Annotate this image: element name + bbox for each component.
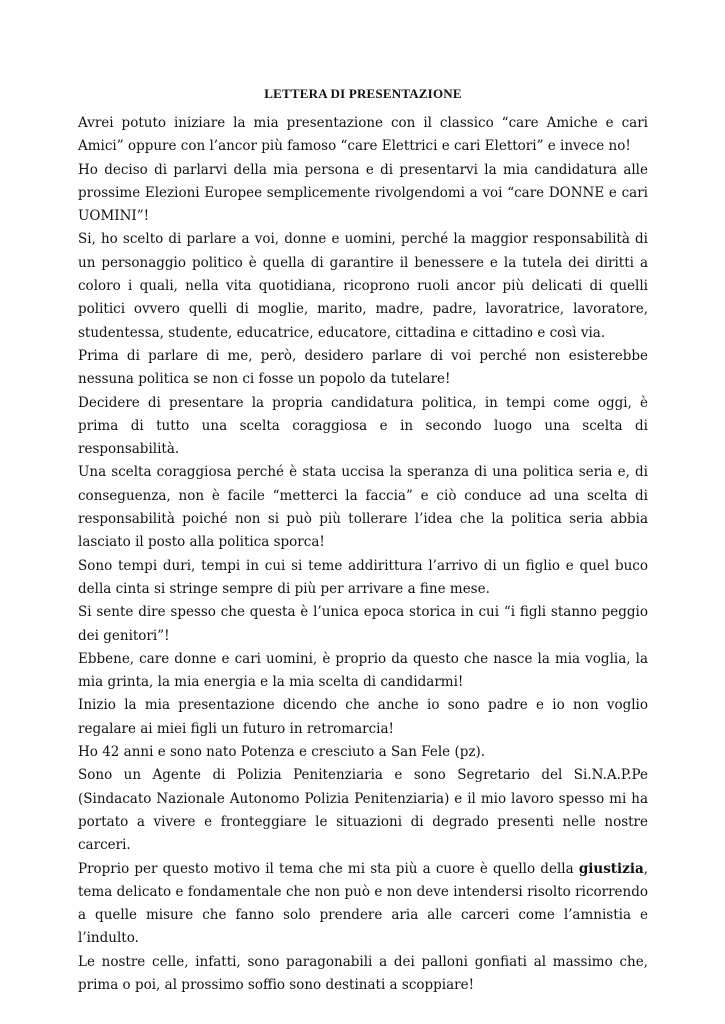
paragraph-motivation: Ebbene, care donne e cari uomini, è proprio da questo che nasce la mia voglia, la mia grinta, la mia energia e la mia scelta di candidarmi!: [78, 650, 648, 691]
paragraph-candidacy: Ho deciso di parlarvi della mia persona e di presentarvi la mia candidatura alle prossime Elezioni Europee semplicemente rivolgendomi a voi “care DONNE e cari UOMINI”!: [78, 161, 648, 225]
paragraph-father: Inizio la mia presentazione dicendo che anche io sono padre e io non voglio regalare ai miei figli un futuro in retromarcia!: [78, 697, 648, 737]
paragraph-hard-times: Sono tempi duri, tempi in cui si teme addirittura l’arrivo di un figlio e quel buco della cinta si stringe sempre di più per arrivare a fine mese.: [78, 557, 648, 597]
justice-keyword: giustizia: [578, 860, 644, 877]
paragraph-justice: [78, 858, 648, 951]
justice-text-before: Proprio per questo motivo il tema che mi sta più a cuore è quello della: [78, 860, 579, 877]
paragraph-people: Prima di parlare di me, però, desidero parlare di voi perché non esisterebbe nessuna politica se non ci fosse un popolo da tutelare!: [78, 347, 648, 388]
paragraph-closing: Le nostre celle, infatti, sono paragonabili a dei palloni gonfiati al massimo che, prima o poi, al prossimo soffio sono destinati a scoppiare!: [78, 953, 648, 993]
letter-page: [78, 84, 648, 997]
paragraph-children-worse: Si sente dire spesso che questa è l’unica epoca storica in cui “i figli stanno peggio dei genitori”!: [78, 604, 648, 644]
paragraph-opening: Avrei potuto iniziare la mia presentazione con il classico “care Amiche e cari Amici” oppure con l’ancor più famoso “care Elettrici e cari Elettori” e invece no!: [78, 115, 648, 155]
letter-title: LETTERA DI PRESENTAZIONE: [264, 86, 462, 101]
paragraph-age-origin: Ho 42 anni e sono nato Potenza e cresciuto a San Fele (pz).: [78, 744, 486, 761]
justice-text-after: , tema delicato e fondamentale che non può e non deve intendersi risolto ricorrendo a quelle misure che fanno solo prendere aria alle carceri come l’amnistia e l’indulto.: [78, 860, 648, 947]
paragraph-responsibility: Una scelta coraggiosa perché è stata uccisa la speranza di una politica seria e, di conseguenza, non è facile “metterci la faccia” e ciò conduce ad una scelta di responsabilità poiché non si può più tollerare l’idea che la politica seria abbia lasciato il posto alla politica sporca!: [78, 464, 648, 551]
paragraph-women-men: Si, ho scelto di parlare a voi, donne e uomini, perché la maggior responsabilità di un personaggio politico è quella di garantire il benessere e la tutela dei diritti a coloro i quali, nella vita quotidiana, ricoprono ruoli ancor più delicati di quelli politici ovvero quelli di moglie, marito, madre, padre, lavoratrice, lavoratore, studentessa, studente, educatrice, educatore, cittadina e cittadino e così via.: [78, 231, 648, 341]
paragraph-job: Sono un Agente di Polizia Penitenziaria e sono Segretario del Si.N.A.P.Pe (Sindacato Nazionale Autonomo Polizia Penitenziaria) e il mio lavoro spesso mi ha portato a vivere e fronteggiare le situazioni di degrado presenti nelle nostre carceri.: [78, 767, 648, 854]
paragraph-courage: Decidere di presentare la propria candidatura politica, in tempi come oggi, è prima di tutto una scelta coraggiosa e in secondo luogo una scelta di responsabilità.: [78, 394, 648, 458]
